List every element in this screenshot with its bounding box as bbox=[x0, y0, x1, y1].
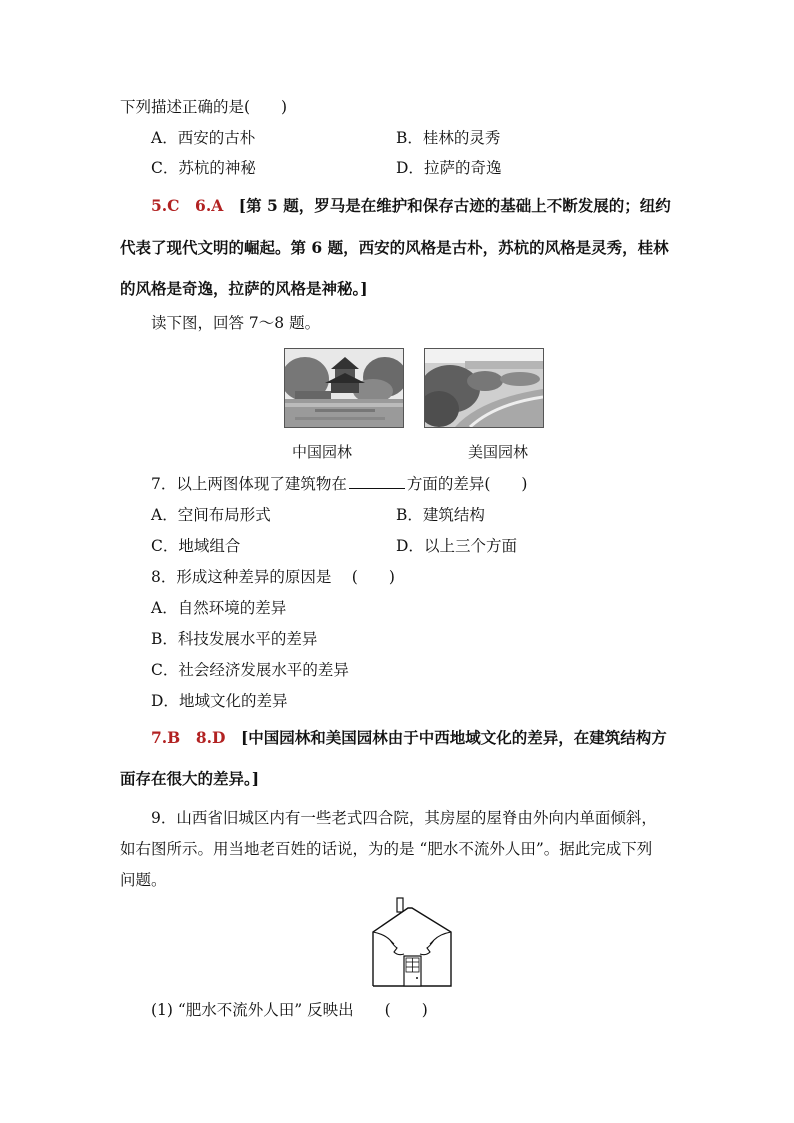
courtyard-house-diagram bbox=[370, 896, 454, 990]
option-text: 西安的古朴 bbox=[177, 129, 256, 147]
option-letter: B． bbox=[396, 506, 423, 524]
option-text: 苏杭的神秘 bbox=[178, 159, 256, 177]
q9-line1: 9．山西省旧城区内有一些老式四合院，其房屋的屋脊由外向内单面倾斜， bbox=[151, 809, 657, 827]
option-text: 以上三个方面 bbox=[423, 537, 517, 555]
answer-7-8-line1 bbox=[151, 728, 667, 748]
q7-stem-before: 7．以上两图体现了建筑物在 bbox=[151, 475, 347, 493]
q8-option-a bbox=[151, 598, 286, 618]
american-garden-photo bbox=[424, 348, 544, 428]
q7-option-a bbox=[151, 505, 271, 525]
answer-key-7: 7.B bbox=[151, 728, 181, 747]
answer-5-6-line1 bbox=[151, 196, 671, 216]
q7-stem-after: 方面的差异( ) bbox=[406, 475, 528, 493]
q8-stem: 8．形成这种差异的原因是 ( ) bbox=[151, 568, 395, 586]
answer-7-8-line2: 面存在很大的差异。] bbox=[120, 769, 260, 788]
option-letter: C． bbox=[151, 661, 179, 679]
q6-option-a bbox=[151, 128, 255, 148]
q7-option-b bbox=[396, 505, 485, 525]
option-text: 自然环境的差异 bbox=[177, 599, 287, 617]
q6-option-c bbox=[151, 158, 256, 178]
option-letter: B． bbox=[151, 630, 178, 648]
q9-sub1: (1) “肥水不流外人田” 反映出 ( ) bbox=[151, 1001, 428, 1019]
option-letter: C． bbox=[151, 159, 179, 177]
q6-stem: 下列描述正确的是( ) bbox=[120, 98, 288, 116]
option-letter: D． bbox=[151, 692, 179, 710]
option-letter: A． bbox=[151, 129, 178, 147]
option-letter: D． bbox=[396, 537, 424, 555]
q6-option-d bbox=[396, 158, 501, 178]
answer-blank bbox=[349, 474, 405, 489]
q9-line3: 问题。 bbox=[120, 871, 167, 889]
option-letter: A． bbox=[151, 599, 178, 617]
q7-option-c bbox=[151, 536, 240, 556]
option-text: 地域文化的差异 bbox=[178, 692, 288, 710]
answer-5-6-line3: 的风格是奇逸，拉萨的风格是神秘。] bbox=[120, 279, 368, 298]
option-text: 科技发展水平的差异 bbox=[177, 630, 318, 648]
option-letter: A． bbox=[151, 506, 178, 524]
q8-option-b bbox=[151, 629, 317, 649]
q6-option-b bbox=[396, 128, 500, 148]
option-letter: D． bbox=[396, 159, 424, 177]
option-text: 地域组合 bbox=[178, 537, 241, 555]
q9-line2: 如右图所示。用当地老百姓的话说，为的是 “肥水不流外人田”。据此完成下列 bbox=[120, 840, 653, 858]
read-figure-prompt: 读下图，回答 7～8 题。 bbox=[151, 314, 321, 332]
answer-key-8: 8.D bbox=[195, 728, 226, 747]
option-text: 建筑结构 bbox=[422, 506, 485, 524]
option-text: 拉萨的奇逸 bbox=[423, 159, 502, 177]
option-letter: C． bbox=[151, 537, 179, 555]
answer-key-6: 6.A bbox=[195, 196, 224, 215]
chinese-garden-caption: 中国园林 bbox=[292, 443, 353, 461]
q8-option-c bbox=[151, 660, 349, 680]
answer-explanation: [第 5 题，罗马是在维护和保存古迹的基础上不断发展的；纽约 bbox=[238, 196, 671, 215]
q7-option-d bbox=[396, 536, 517, 556]
option-text: 社会经济发展水平的差异 bbox=[178, 661, 349, 679]
answer-key-5: 5.C bbox=[151, 196, 180, 215]
answer-explanation: [中国园林和美国园林由于中西地域文化的差异，在建筑结构方 bbox=[240, 728, 667, 747]
answer-5-6-line2: 代表了现代文明的崛起。第 6 题，西安的风格是古朴，苏杭的风格是灵秀，桂林 bbox=[120, 238, 669, 257]
option-text: 桂林的灵秀 bbox=[422, 129, 501, 147]
q7-stem bbox=[151, 474, 527, 494]
american-garden-caption: 美国园林 bbox=[468, 443, 529, 461]
q8-option-d bbox=[151, 691, 287, 711]
option-letter: B． bbox=[396, 129, 423, 147]
chinese-garden-photo bbox=[284, 348, 404, 428]
option-text: 空间布局形式 bbox=[177, 506, 271, 524]
